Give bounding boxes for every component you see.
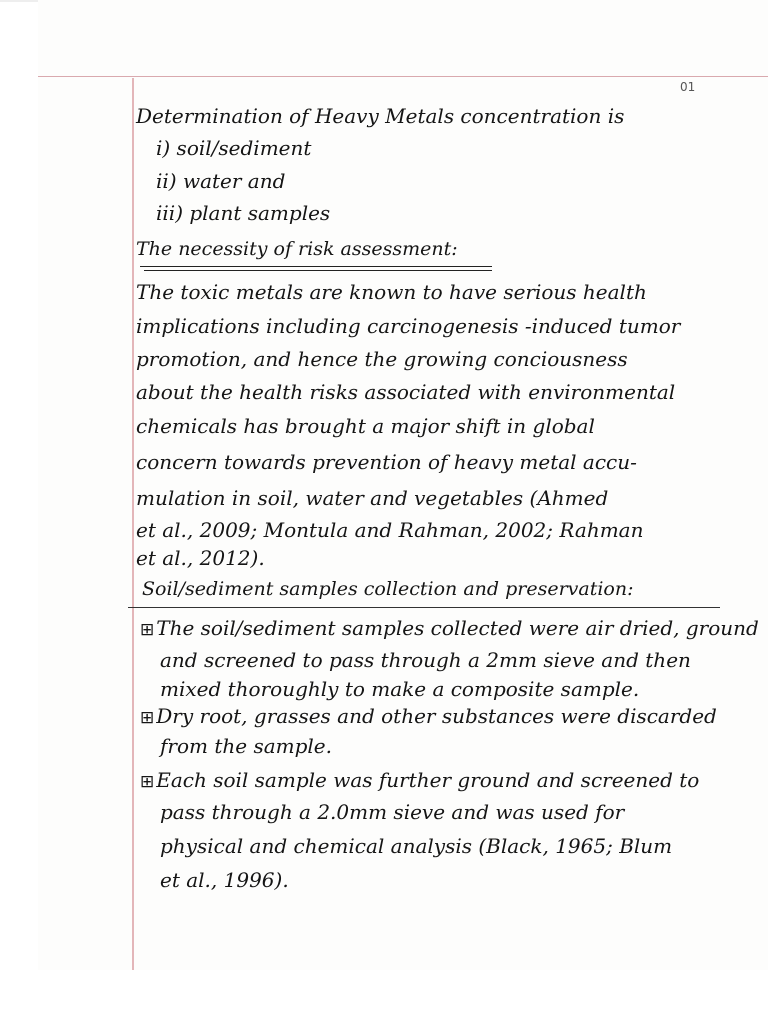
page-number: 01 <box>680 80 696 94</box>
bullet-icon: ⊞ <box>140 772 155 792</box>
heading-underline <box>140 266 492 267</box>
intro-item: ii) water and <box>156 169 286 193</box>
sample-heading: Soil/sediment samples collection and preservation: <box>142 578 634 600</box>
page-bottom-margin <box>0 970 768 1024</box>
bullet-item <box>140 612 760 647</box>
intro-item: i) soil/sediment <box>156 136 312 160</box>
bullet-line: mixed thoroughly to make a composite sample. <box>160 677 640 701</box>
bullet-icon: ⊞ <box>140 620 155 640</box>
risk-line: implications including carcinogenesis -induced tumor <box>136 314 681 338</box>
bullet-icon: ⊞ <box>140 708 155 728</box>
risk-line: et al., 2012). <box>136 546 265 570</box>
bullet-line: The soil/sediment samples collected were air dried, ground <box>156 616 759 640</box>
heading-underline <box>144 270 492 271</box>
risk-line: concern towards prevention of heavy metal accu- <box>136 450 637 474</box>
bullet-line: from the sample. <box>160 734 332 758</box>
intro-title: Determination of Heavy Metals concentration is <box>136 104 625 128</box>
header-rule <box>38 76 768 77</box>
margin-rule <box>132 78 134 970</box>
bullet-line: pass through a 2.0mm sieve and was used for <box>160 800 625 824</box>
bullet-line: physical and chemical analysis (Black, 1965; Blum <box>160 834 673 858</box>
bullet-line: Each soil sample was further ground and screened to <box>156 768 700 792</box>
risk-line: et al., 2009; Montula and Rahman, 2002; Rahman <box>136 518 644 542</box>
bullet-item <box>140 764 760 799</box>
risk-heading: The necessity of risk assessment: <box>136 238 458 260</box>
risk-line: promotion, and hence the growing conciousness <box>136 347 628 371</box>
bullet-line: et al., 1996). <box>160 868 289 892</box>
risk-line: chemicals has brought a major shift in global <box>136 414 595 438</box>
risk-line: mulation in soil, water and vegetables (Ahmed <box>136 486 609 510</box>
risk-line: The toxic metals are known to have serious health <box>136 280 647 304</box>
intro-item: iii) plant samples <box>156 201 331 225</box>
bullet-line: and screened to pass through a 2mm sieve and then <box>160 648 691 672</box>
risk-line: about the health risks associated with environmental <box>136 380 676 404</box>
section-rule <box>128 607 720 608</box>
bullet-line: Dry root, grasses and other substances were discarded <box>156 704 717 728</box>
